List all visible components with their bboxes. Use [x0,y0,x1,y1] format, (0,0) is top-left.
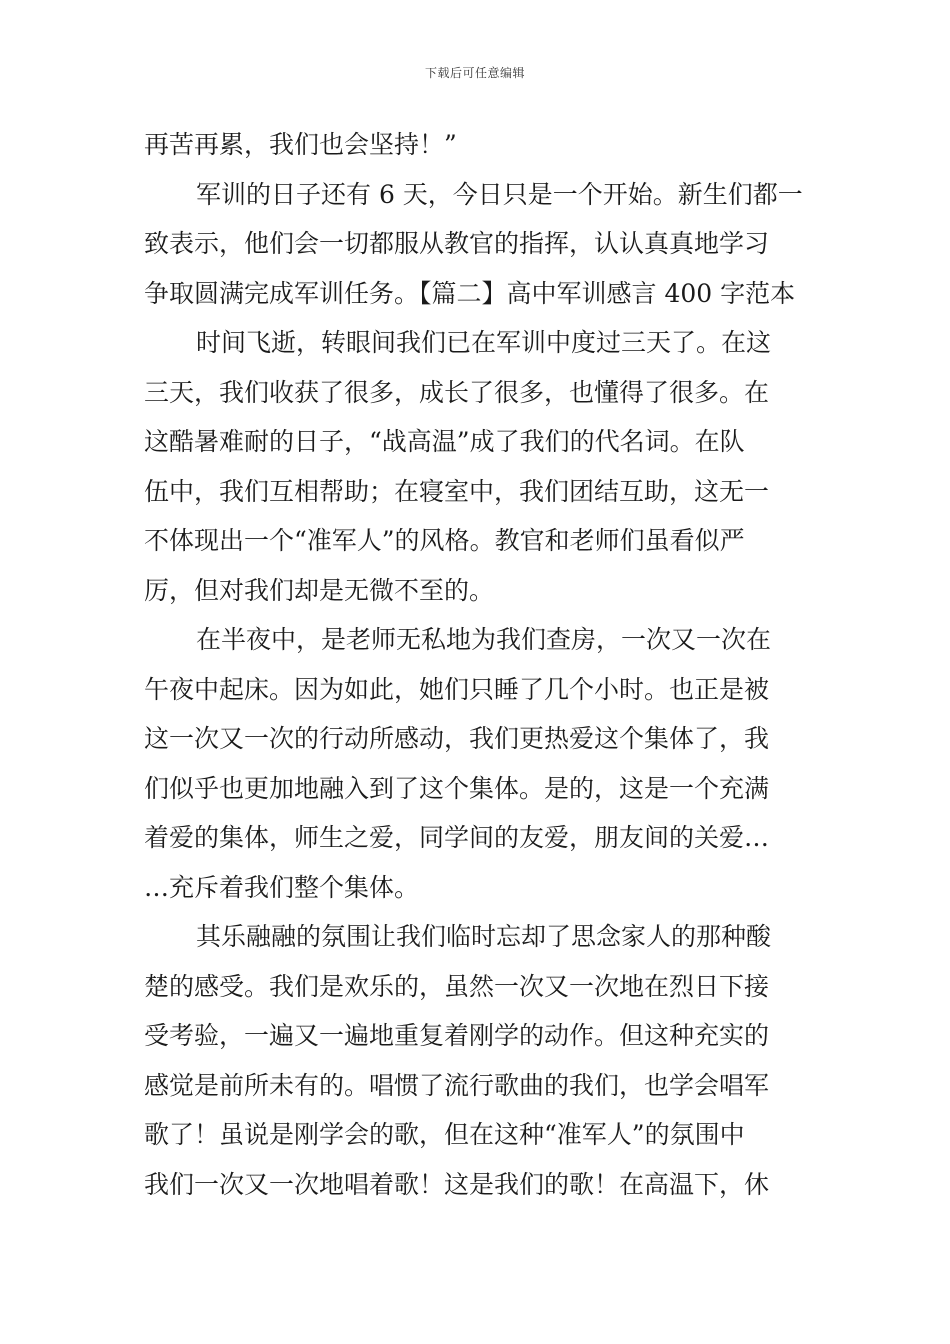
page-header: 下载后可任意编辑 [424,66,525,80]
text-line: 致表示，他们会一切都服从教官的指挥，认认真真地学习 [144,229,770,258]
text-line: 不体现出一个“准军人”的风格。教官和老师们虽看似严 [144,526,745,555]
text-line: 着爱的集体，师生之爱，同学间的友爱，朋友间的关爱… [144,823,770,852]
paragraph-start-line: 在半夜中，是老师无私地为我们查房，一次又一次在 [196,625,772,654]
paragraph-start-line: 时间飞逝，转眼间我们已在军训中度过三天了。在这 [196,328,772,357]
text-line: 楚的感受。我们是欢乐的，虽然一次又一次地在烈日下接 [144,971,770,1001]
text-line: 厉，但对我们却是无微不至的。 [144,575,495,605]
text-line: 伍中，我们互相帮助；在寝室中，我们团结互助，这无一 [144,476,770,506]
text-line: …充斥着我们整个集体。 [144,872,420,902]
text-line: 感觉是前所未有的。唱惯了流行歌曲的我们，也学会唱军 [144,1070,770,1100]
text-line: 受考验，一遍又一遍地重复着刚学的动作。但这种充实的 [144,1021,770,1050]
text-line: 们似乎也更加地融入到了这个集体。是的，这是一个充满 [144,773,770,803]
text-line: 我们一次又一次地唱着歌！这是我们的歌！在高温下，休 [144,1169,770,1199]
paragraph-start-line: 军训的日子还有 6 天，今日只是一个开始。新生们都一 [196,179,803,209]
text-line: 这酷暑难耐的日子，“战高温”成了我们的代名词。在队 [144,427,745,456]
text-line: 再苦再累，我们也会坚持！” [144,130,457,159]
document-body [144,120,808,1209]
text-line: 午夜中起床。因为如此，她们只睡了几个小时。也正是被 [144,674,770,704]
text-line: 歌了！虽说是刚学会的歌，但在这种“准军人”的氛围中 [144,1120,745,1149]
text-line: 争取圆满完成军训任务。【篇二】高中军训感言 400 字范本 [144,278,796,308]
text-line: 这一次又一次的行动所感动，我们更热爱这个集体了，我 [144,724,770,753]
text-line: 三天，我们收获了很多，成长了很多，也懂得了很多。在 [144,377,770,407]
paragraph-start-line: 其乐融融的氛围让我们临时忘却了思念家人的那种酸 [196,922,772,951]
